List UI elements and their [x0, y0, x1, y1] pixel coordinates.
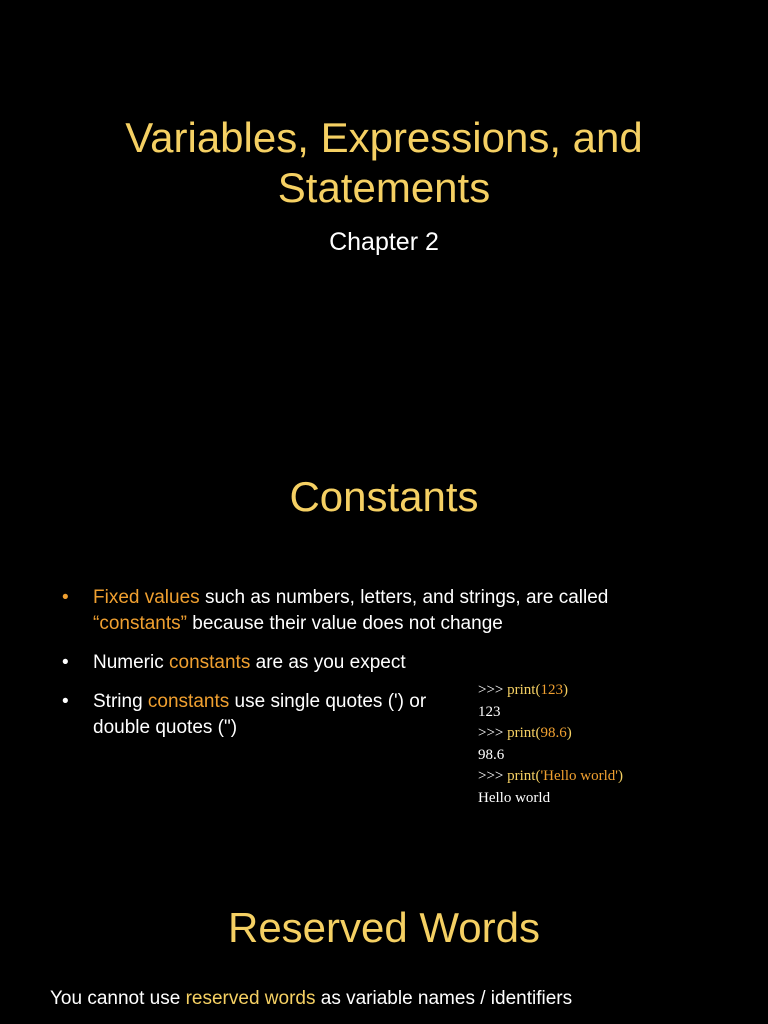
bullet-marker: • — [62, 691, 69, 712]
bullet-fixed-values — [62, 585, 702, 637]
code-paren: ) — [566, 725, 572, 741]
code-keyword: print — [507, 768, 536, 784]
term-constants: “constants” — [93, 613, 187, 634]
bullet-text: such as numbers, letters, and strings, are called — [199, 587, 609, 608]
code-literal: 'Hello world' — [540, 768, 618, 784]
code-output: 123 — [478, 703, 501, 720]
code-literal: 98.6 — [540, 725, 567, 741]
bullet-numeric-constants — [62, 650, 702, 676]
body-text: You cannot use — [50, 988, 186, 1009]
code-line — [478, 680, 623, 702]
bullet-string-constants — [62, 689, 453, 741]
term-fixed-values: Fixed values — [93, 587, 200, 608]
bullet-text: because their value does not change — [186, 613, 503, 634]
code-paren: ( — [535, 768, 541, 784]
slide-title-reserved-words: Reserved Words — [227, 904, 540, 951]
slide-title-variables: Variables, Expressions, and Statements — [125, 114, 643, 211]
bullet-text: String — [93, 691, 148, 712]
code-paren: ( — [535, 682, 541, 698]
bullet-marker: • — [62, 587, 69, 608]
code-output: Hello world — [478, 789, 551, 806]
code-line — [478, 766, 623, 788]
code-paren: ( — [535, 725, 541, 741]
code-paren: ) — [617, 768, 623, 784]
chapter-subtitle: Chapter 2 — [329, 228, 439, 256]
python-code-example — [478, 680, 623, 809]
code-prompt: >>> — [478, 725, 508, 741]
term-reserved-words: reserved words — [185, 988, 316, 1009]
code-output: 98.6 — [478, 746, 505, 763]
term-constants: constants — [169, 652, 251, 673]
code-line — [478, 723, 623, 745]
code-keyword: print — [507, 682, 536, 698]
bullet-text: are as you expect — [250, 652, 406, 673]
reserved-words-text — [50, 986, 572, 1012]
bullet-text: use single quotes (') or double quotes (") — [93, 691, 427, 738]
code-prompt: >>> — [478, 682, 508, 698]
code-paren: ) — [562, 682, 568, 698]
term-constants: constants — [147, 691, 230, 712]
slide-title-constants: Constants — [289, 473, 479, 520]
bullet-marker: • — [62, 652, 69, 673]
code-prompt: >>> — [478, 768, 508, 784]
bullet-text: Numeric — [93, 652, 170, 673]
body-text: as variable names / identifiers — [315, 988, 573, 1009]
code-literal: 123 — [540, 682, 563, 698]
code-keyword: print — [507, 725, 536, 741]
